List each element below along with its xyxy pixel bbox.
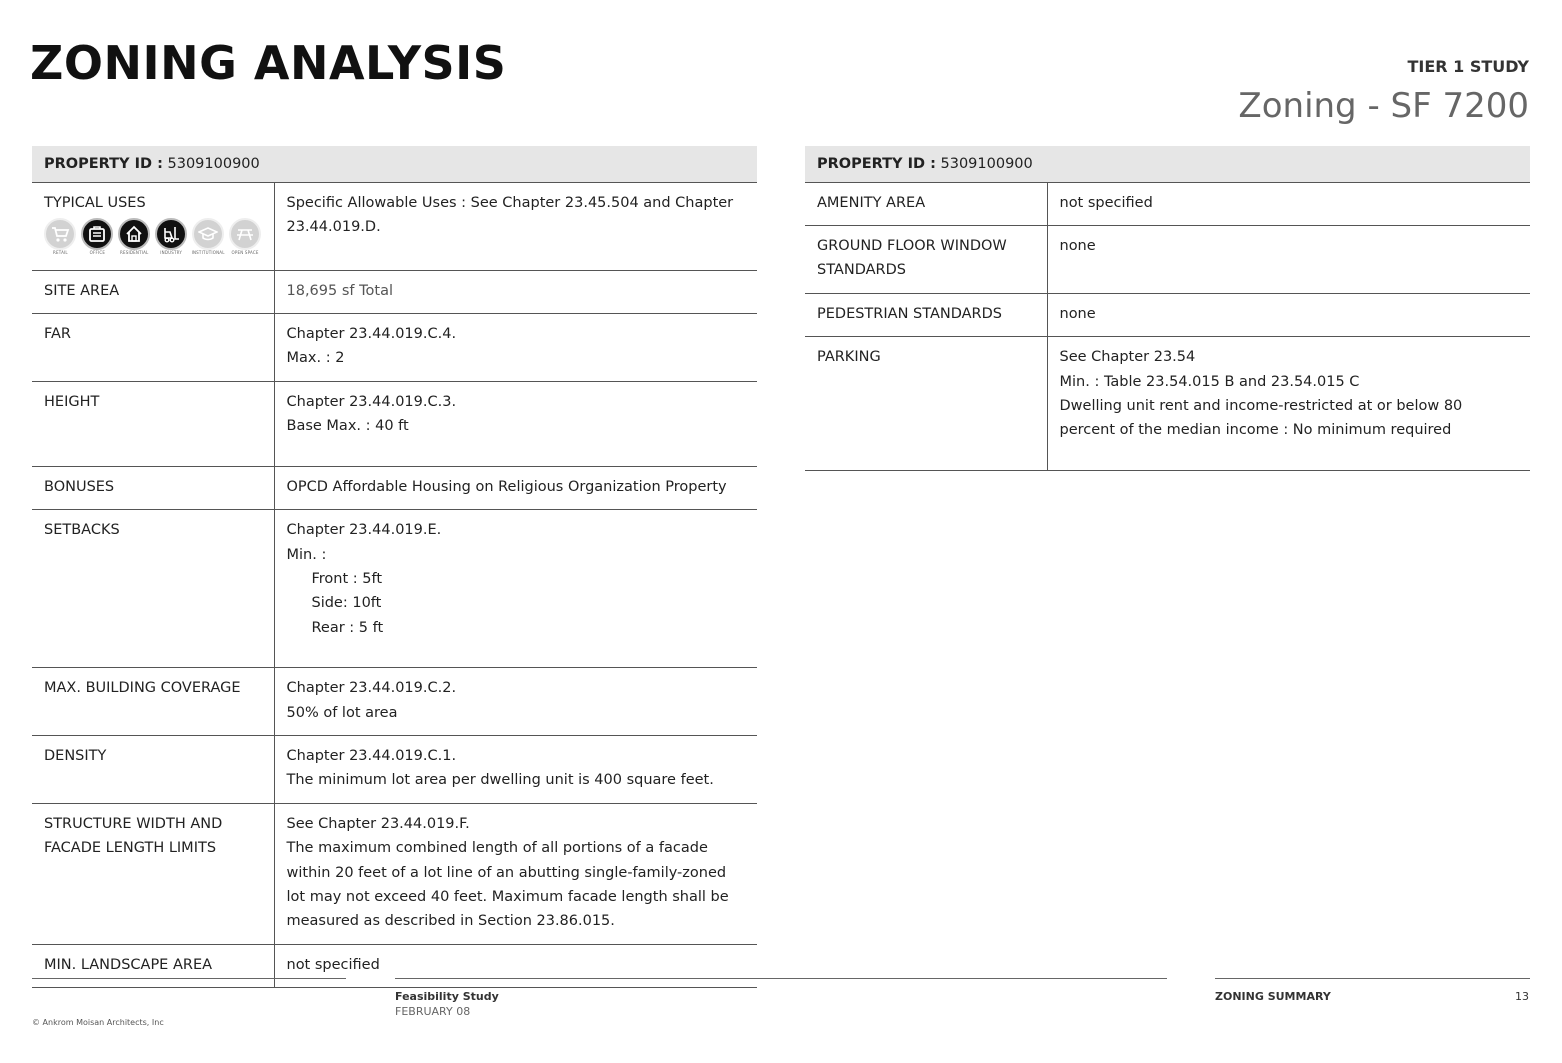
bonuses-label: BONUSES — [32, 466, 274, 509]
table-header-row — [805, 146, 1530, 182]
zoning-table-right — [805, 146, 1530, 471]
structure-label — [32, 803, 274, 944]
coverage-percent: 50% of lot area — [286, 704, 398, 721]
parking-label: PARKING — [805, 337, 1047, 471]
footer-study: Feasibility Study — [395, 990, 499, 1003]
property-id-value: 5309100900 — [940, 155, 1033, 172]
setbacks-rear: Rear : 5 ft — [311, 619, 384, 636]
footer-divider-center — [395, 978, 1167, 979]
uses-icon-row — [44, 218, 262, 256]
use-caption: RESIDENTIAL — [120, 249, 149, 255]
parking-chapter: See Chapter 23.54 — [1059, 349, 1196, 366]
use-caption: INDUSTRY — [160, 249, 183, 255]
structure-rule: The maximum combined length of all portions of a facade within 20 feet of a lot line of an abutting single-family-zoned lot may not exceed 40 feet. Maximum facade length shall be measured as described in Section 23.86.015. — [286, 840, 729, 930]
coverage-chapter: Chapter 23.44.019.C.2. — [286, 680, 457, 697]
footer-date: FEBRUARY 08 — [395, 1005, 471, 1018]
structure-label-line2: FACADE LENGTH LIMITS — [44, 840, 217, 857]
use-institutional — [192, 218, 225, 256]
density-label: DENSITY — [32, 735, 274, 803]
site-area-value: 18,695 sf Total — [274, 270, 757, 313]
table-row — [32, 510, 757, 668]
typical-uses-value: Specific Allowable Uses : See Chapter 23.45.504 and Chapter 23.44.019.D. — [274, 182, 757, 270]
setbacks-label: SETBACKS — [32, 510, 274, 668]
use-caption: INSTITUTIONAL — [191, 249, 225, 255]
footer-copyright: © Ankrom Moisan Architects, Inc — [32, 1018, 164, 1027]
structure-label-line1: STRUCTURE WIDTH AND — [44, 815, 223, 832]
table-row — [805, 225, 1530, 293]
structure-value — [274, 803, 757, 944]
use-caption: RETAIL — [53, 249, 68, 255]
density-chapter: Chapter 23.44.019.C.1. — [286, 747, 457, 764]
setbacks-side: Side: 10ft — [311, 595, 382, 612]
table-header-row — [32, 146, 757, 182]
parking-min: Min. : Table 23.54.015 B and 23.54.015 C — [1059, 373, 1360, 390]
tier-label: TIER 1 STUDY — [1407, 57, 1529, 76]
amenity-label: AMENITY AREA — [805, 182, 1047, 225]
use-office — [81, 218, 114, 256]
table-row — [32, 381, 757, 466]
height-value — [274, 381, 757, 466]
page-title: ZONING ANALYSIS — [30, 36, 507, 90]
zone-label: Zoning - SF 7200 — [1238, 86, 1529, 126]
table-row — [32, 466, 757, 509]
height-label: HEIGHT — [32, 381, 274, 466]
table-row — [32, 944, 757, 987]
table-row — [805, 182, 1530, 225]
zoning-table-left — [32, 146, 757, 988]
property-id-label: PROPERTY ID : — [817, 155, 936, 172]
parking-rule: Dwelling unit rent and income-restricted at or below 80 percent of the median income : No minimum required — [1059, 397, 1463, 439]
use-retail — [44, 218, 77, 256]
landscape-label: MIN. LANDSCAPE AREA — [32, 944, 274, 987]
graduation-cap-icon — [192, 218, 224, 250]
far-chapter: Chapter 23.44.019.C.4. — [286, 325, 457, 342]
structure-chapter: See Chapter 23.44.019.F. — [286, 815, 470, 832]
property-id-value: 5309100900 — [167, 155, 260, 172]
briefcase-icon — [81, 218, 113, 250]
pedestrian-label: PEDESTRIAN STANDARDS — [805, 293, 1047, 336]
height-max: Base Max. : 40 ft — [286, 418, 409, 435]
setbacks-min: Min. : — [286, 546, 327, 563]
site-area-label: SITE AREA — [32, 270, 274, 313]
footer-divider-right — [1215, 978, 1530, 979]
house-icon — [118, 218, 150, 250]
picnic-table-icon — [229, 218, 261, 250]
density-value — [274, 735, 757, 803]
far-value — [274, 313, 757, 381]
window-label — [805, 225, 1047, 293]
property-id-header — [32, 146, 757, 182]
typical-uses-label: TYPICAL USES — [44, 194, 146, 211]
table-row — [32, 735, 757, 803]
table-row — [32, 803, 757, 944]
use-residential — [118, 218, 151, 256]
density-rule: The minimum lot area per dwelling unit is 400 square feet. — [286, 772, 714, 789]
parking-value — [1047, 337, 1530, 471]
pedestrian-value: none — [1047, 293, 1530, 336]
use-caption: OFFICE — [89, 249, 106, 255]
table-row — [32, 313, 757, 381]
setbacks-value — [274, 510, 757, 668]
setbacks-front: Front : 5ft — [311, 570, 383, 587]
use-caption: OPEN SPACE — [231, 249, 259, 255]
window-value: none — [1047, 225, 1530, 293]
forklift-icon — [155, 218, 187, 250]
table-row — [805, 337, 1530, 471]
property-id-label: PROPERTY ID : — [44, 155, 163, 172]
bonuses-value: OPCD Affordable Housing on Religious Organization Property — [274, 466, 757, 509]
window-label-line1: GROUND FLOOR WINDOW — [817, 237, 1007, 254]
landscape-value: not specified — [274, 944, 757, 987]
table-row — [32, 668, 757, 736]
use-industry — [155, 218, 188, 256]
cart-icon — [44, 218, 76, 250]
footer-page-number: 13 — [1515, 990, 1529, 1003]
use-open-space — [229, 218, 262, 256]
coverage-value — [274, 668, 757, 736]
property-id-header — [805, 146, 1530, 182]
coverage-label: MAX. BUILDING COVERAGE — [32, 668, 274, 736]
table-row — [32, 182, 757, 270]
height-chapter: Chapter 23.44.019.C.3. — [286, 393, 457, 410]
setbacks-chapter: Chapter 23.44.019.E. — [286, 522, 442, 539]
window-label-line2: STANDARDS — [817, 262, 906, 279]
typical-uses-cell — [32, 182, 274, 270]
far-label: FAR — [32, 313, 274, 381]
far-max: Max. : 2 — [286, 350, 345, 367]
amenity-value: not specified — [1047, 182, 1530, 225]
footer-divider-left — [32, 978, 346, 979]
table-row — [805, 293, 1530, 336]
table-row — [32, 270, 757, 313]
footer-section: ZONING SUMMARY — [1215, 990, 1331, 1003]
